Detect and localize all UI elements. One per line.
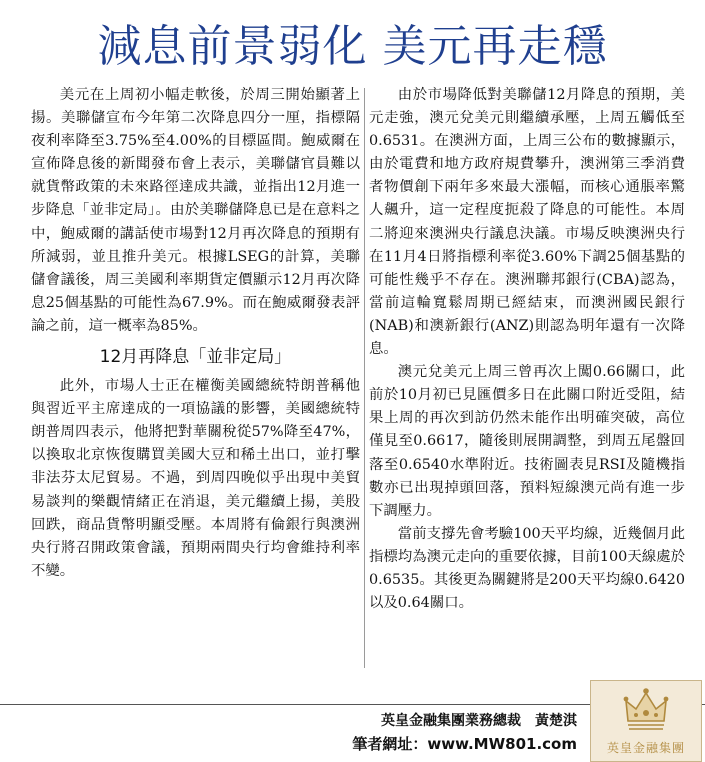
left-paragraph-2: 此外，市場人士正在權衡美國總統特朗普稱他與習近平主席達成的一項協議的影響，美國總統特朗普周四表示，他將把對華關稅從57%降至47%，以換取北京恢復購買美國大豆和稀土出口，並打擊非法芬太尼貿易。不過，到周四晚似乎出現中美貿易談判的樂觀情緒正在消退，美元繼續上揚，美股回跌，商品貨幣明顯受壓。本周將有倫銀行與澳洲央行將召開政策會議，預期兩間央行均會維持利率不變。 — [31, 378, 360, 579]
right-paragraph-2: 澳元兌美元上周三曾再次上闖0.66關口，此前於10月初已見匯價多日在此關口附近受阻，結果上周的再次到訪仍然未能作出明確突破，高位僅見至0.6617，隨後則展開調整，到周五尾盤回落至0.6540水準附近。技術圖表見RSI及隨機指數亦已出現掉頭回落，預料短線澳元尚有進一步下調壓力。 — [369, 364, 685, 519]
right-column — [369, 84, 685, 615]
crown-icon — [622, 685, 670, 735]
right-paragraph-3: 當前支撐先會考驗100天平均線，近幾個月此指標均為澳元走向的重要依據，目前100天線處於0.6535。其後更為關鍵將是200天平均線0.6420以及0.64關口。 — [369, 525, 685, 612]
company-logo — [590, 680, 702, 762]
left-column — [31, 84, 360, 583]
author-line: 英皇金融集團業務總裁 黃楚淇 — [381, 713, 577, 729]
logo-text: 英皇金融集團 — [606, 741, 685, 755]
right-paragraph-1: 由於市場降低對美聯儲12月降息的預期，美元走強，澳元兌美元則繼續承壓，上周五觸低至0.6531。在澳洲方面，上周三公布的數據顯示，由於電費和地方政府規費攀升，澳洲第三季消費者物價創下兩年多來最大漲幅，而核心通脹率驚人飆升，這一定程度扼殺了降息的可能性。本周二將迎來澳洲央行議息決議。市場反映澳洲央行在11月4日將指標利率從3.60%下調25個基點的可能性幾乎不存在。澳洲聯邦銀行(CBA)認為，當前這輪寬鬆周期已經結束，而澳洲國民銀行(NAB)和澳新銀行(ANZ)則認為明年還有一次降息。 — [369, 87, 685, 358]
headline: 減息前景弱化 美元再走穩 — [97, 21, 608, 72]
left-paragraph-1: 美元在上周初小幅走軟後，於周三開始顯著上揚。美聯儲宣布今年第二次降息四分一厘，指標隔夜利率降至3.75%至4.00%的目標區間。鮑威爾在宣佈降息後的新聞發布會上表示，美聯儲官員難以就貨幣政策的未來路徑達成共識，並指出12月進一步降息「並非定局」。由於美聯儲降息已是在意料之中，鮑威爾的講話使市場對12月再次降息的預期有所減弱，並且推升美元。根據LSEG的計算，美聯儲會議後，周三美國利率期貨定價顯示12月再次降息25個基點的可能性為67.9%。而在鮑威爾發表評論之前，這一概率為85%。 — [31, 87, 360, 334]
website-line[interactable]: 筆者網址：www.MW801.com — [352, 735, 577, 753]
subheading: 12月再降息「並非定局」 — [99, 347, 292, 368]
column-divider — [364, 88, 365, 668]
